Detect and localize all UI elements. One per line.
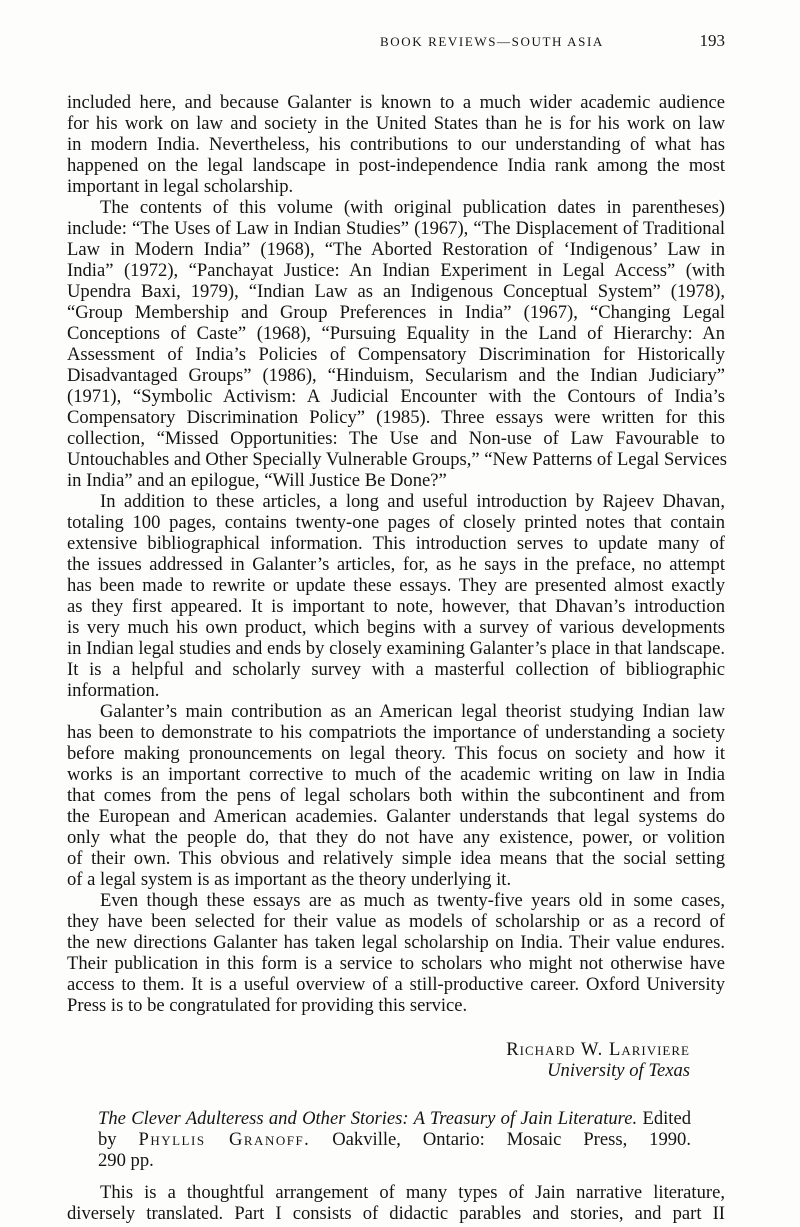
editor-name: Phyllis Granoff. [138, 1129, 311, 1150]
citation-line [98, 1108, 691, 1129]
citation-line [98, 1129, 691, 1150]
text-line: the issues addressed in Galanter’s articles, for, as he says in the preface, no attempt [67, 554, 725, 575]
text-line: include: “The Uses of Law in Indian Studies” (1967), “The Displacement of Traditional [67, 218, 725, 239]
reviewer-affiliation: University of Texas [547, 1060, 690, 1081]
by-label: by [98, 1129, 117, 1150]
text-line: Compensatory Discrimination Policy” (1985). Three essays were written for this [67, 407, 725, 428]
running-head [380, 31, 725, 50]
text-line: that comes from the pens of legal scholars both within the subcontinent and from [67, 785, 725, 806]
text-line: for his work on law and society in the United States than he is for his work on law [67, 113, 725, 134]
text-line: happened on the legal landscape in post-independence India rank among the most [67, 155, 725, 176]
text-line: works is an important corrective to much of the academic writing on law in India [67, 764, 725, 785]
text-line: Assessment of India’s Policies of Compensatory Discrimination for Historically [67, 344, 725, 365]
text-line: Press is to be congratulated for providing this service. [67, 995, 468, 1016]
book-title: The Clever Adulteress and Other Stories: A Treasury of Jain Literature. [98, 1108, 638, 1129]
text-line: is very much his own product, which begins with a survey of various developments [67, 617, 725, 638]
text-line: Disadvantaged Groups” (1986), “Hinduism, Secularism and the Indian Judiciary” [67, 365, 725, 386]
text-line: Their publication in this form is a service to scholars who might not otherwise have [67, 953, 725, 974]
text-line: only what the people do, that they do not have any existence, power, or volition [67, 827, 725, 848]
text-line: in Indian legal studies and ends by closely examining Galanter’s place in that landscape. [67, 638, 725, 659]
edited-label: Edited [642, 1108, 692, 1129]
text-line: Untouchables and Other Specially Vulnerable Groups,” “New Patterns of Legal Services [67, 449, 727, 470]
text-line: extensive bibliographical information. This introduction serves to update many of [67, 533, 725, 554]
text-line: India” (1972), “Panchayat Justice: An Indian Experiment in Legal Access” (with [67, 260, 725, 281]
text-line: Law in Modern India” (1968), “The Aborted Restoration of ‘Indigenous’ Law in [67, 239, 725, 260]
text-line: diversely translated. Part I consists of didactic parables and stories, and part II [67, 1203, 725, 1224]
reviewer-name: Richard W. Lariviere [506, 1039, 690, 1060]
text-line: (1971), “Symbolic Activism: A Judicial Encounter with the Contours of India’s [67, 386, 725, 407]
text-line: important in legal scholarship. [67, 176, 294, 197]
section-title: BOOK REVIEWS—SOUTH ASIA [380, 34, 604, 49]
text-line: access to them. It is a useful overview of a still-productive career. Oxford University [67, 974, 725, 995]
text-line: In addition to these articles, a long and useful introduction by Rajeev Dhavan, [100, 491, 725, 512]
text-line: of a legal system is as important as the theory underlying it. [67, 869, 512, 890]
text-line: It is a helpful and scholarly survey with a masterful collection of bibliographic [67, 659, 725, 680]
text-line: “Group Membership and Group Preferences in India” (1967), “Changing Legal [67, 302, 725, 323]
text-line: in modern India. Nevertheless, his contributions to our understanding of what has [67, 134, 725, 155]
page-count: 290 pp. [98, 1150, 154, 1171]
text-line: has been made to rewrite or update these essays. They are presented almost exactly [67, 575, 725, 596]
text-line: the European and American academies. Galanter understands that legal systems do [67, 806, 725, 827]
text-line: in India” and an epilogue, “Will Justice Be Done?” [67, 470, 447, 491]
publisher-info: Oakville, Ontario: Mosaic Press, 1990. [332, 1129, 691, 1150]
text-line: of their own. This obvious and relatively simple idea means that the social setting [67, 848, 725, 869]
text-line: has been to demonstrate to his compatriots the importance of understanding a society [67, 722, 725, 743]
text-line: included here, and because Galanter is known to a much wider academic audience [67, 92, 725, 113]
text-line: Galanter’s main contribution as an American legal theorist studying Indian law [100, 701, 725, 722]
text-line: the new directions Galanter has taken legal scholarship on India. Their value endures. [67, 932, 725, 953]
text-line: This is a thoughtful arrangement of many types of Jain narrative literature, [100, 1182, 725, 1203]
text-line: The contents of this volume (with original publication dates in parentheses) [100, 197, 725, 218]
text-line: before making pronouncements on legal theory. This focus on society and how it [67, 743, 725, 764]
page-number: 193 [699, 31, 725, 50]
text-line: collection, “Missed Opportunities: The Use and Non-use of Law Favourable to [67, 428, 725, 449]
text-line: Upendra Baxi, 1979), “Indian Law as an Indigenous Conceptual System” (1978), [67, 281, 725, 302]
text-line: information. [67, 680, 160, 701]
text-line: as they first appeared. It is important to note, however, that Dhavan’s introduction [67, 596, 725, 617]
text-line: Conceptions of Caste” (1968), “Pursuing Equality in the Land of Hierarchy: An [67, 323, 725, 344]
text-line: totaling 100 pages, contains twenty-one pages of closely printed notes that contain [67, 512, 725, 533]
text-line: they have been selected for their value as models of scholarship or as a record of [67, 911, 725, 932]
text-line: Even though these essays are as much as twenty-five years old in some cases, [100, 890, 725, 911]
